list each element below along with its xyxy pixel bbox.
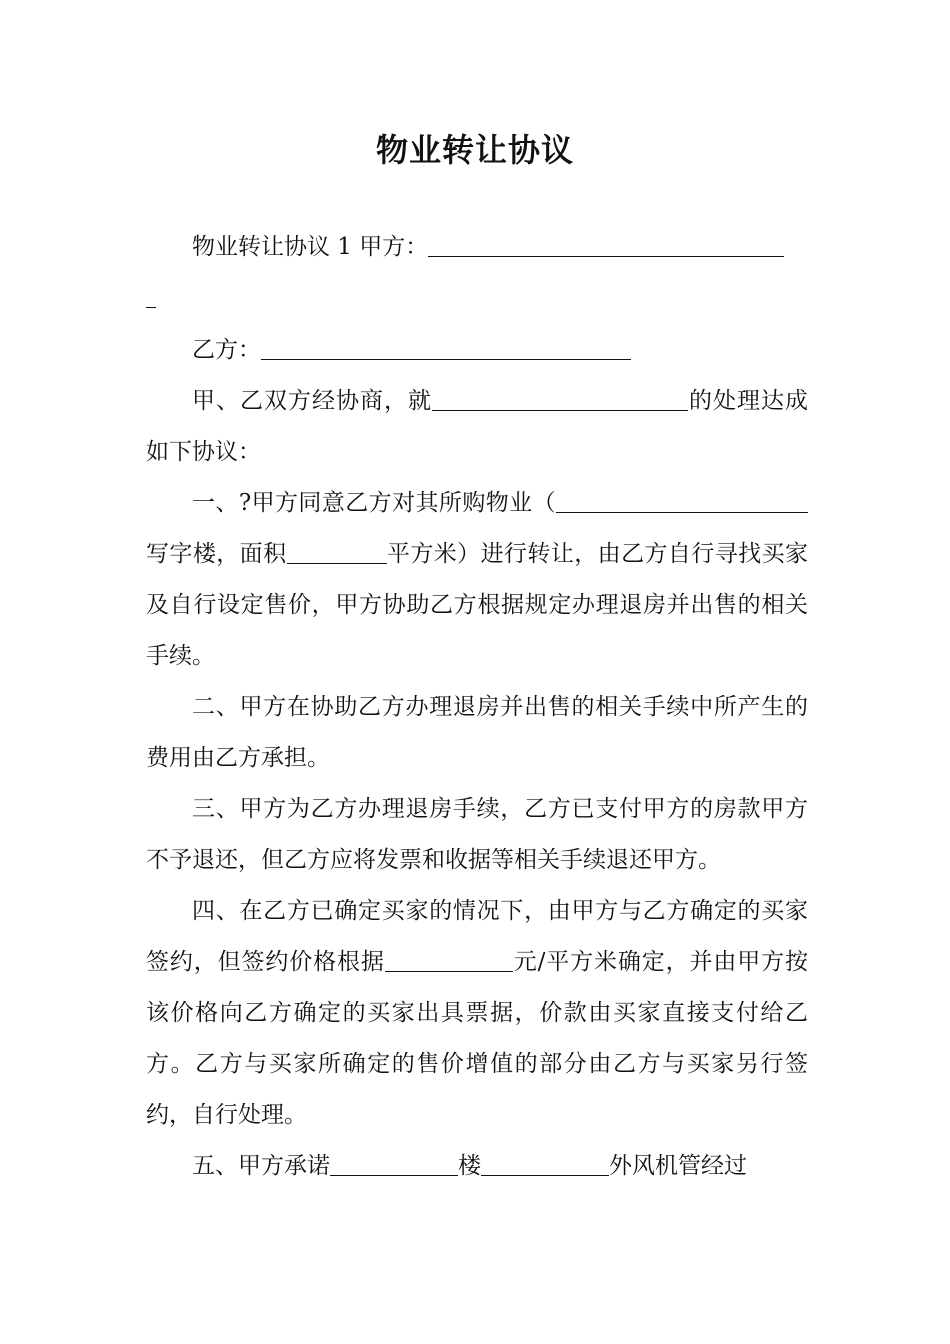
clause-3: 三、甲方为乙方办理退房手续，乙方已支付甲方的房款甲方不予退还，但乙方应将发票和收据等相关手续退还甲方。 [146, 796, 808, 873]
party-a-label: 物业转让协议 1 甲方： [192, 234, 429, 260]
clause-1 [146, 478, 808, 682]
party-a-paragraph [146, 222, 808, 273]
price-blank [385, 948, 513, 972]
building-blank [330, 1152, 458, 1176]
clause-1-text-before: 一、?甲方同意乙方对其所购物业（ [192, 490, 556, 516]
property-name-blank [556, 489, 808, 513]
area-blank [287, 540, 387, 564]
clause-1-text-mid: 写字楼，面积 [146, 541, 287, 567]
party-b-label: 乙方： [192, 337, 261, 363]
clause-4-text-before: 四、在乙方已确定买家的情况下，由甲方与乙方确定的买家签约，但签约价格根据 [146, 898, 808, 975]
clause-5-text-after: 外风机管经过 [609, 1153, 747, 1179]
clause-4-text-after: 元/平方米确定，并由甲方按该价格向乙方确定的买家出具票据，价款由买家直接支付给乙方。乙方与买家所确定的售价增值的部分由乙方与买家另行签约，自行处理。 [146, 949, 809, 1128]
party-b-blank [261, 336, 631, 360]
clause-4 [146, 886, 808, 1141]
party-a-blank [428, 233, 784, 257]
party-b-paragraph [146, 325, 808, 376]
clause-5 [146, 1141, 808, 1192]
document-body [146, 222, 808, 1192]
party-a-blank-continuation [146, 273, 156, 308]
floor-blank [481, 1152, 609, 1176]
document-title: 物业转让协议 [375, 131, 574, 169]
clause-2: 二、甲方在协助乙方办理退房并出售的相关手续中所产生的费用由乙方承担。 [146, 694, 808, 771]
intro-paragraph [146, 376, 808, 478]
clause-1-text-after: 平方米）进行转让，由乙方自行寻找买家及自行设定售价，甲方协助乙方根据规定办理退房并出售的相关手续。 [146, 541, 809, 669]
intro-text-after: 的处理达成如下协议： [146, 388, 808, 465]
intro-subject-blank [432, 387, 688, 411]
clause-5-text-mid: 楼 [458, 1153, 481, 1179]
clause-5-text-before: 五、甲方承诺 [192, 1153, 330, 1179]
intro-text-before: 甲、乙双方经协商，就 [192, 388, 432, 414]
